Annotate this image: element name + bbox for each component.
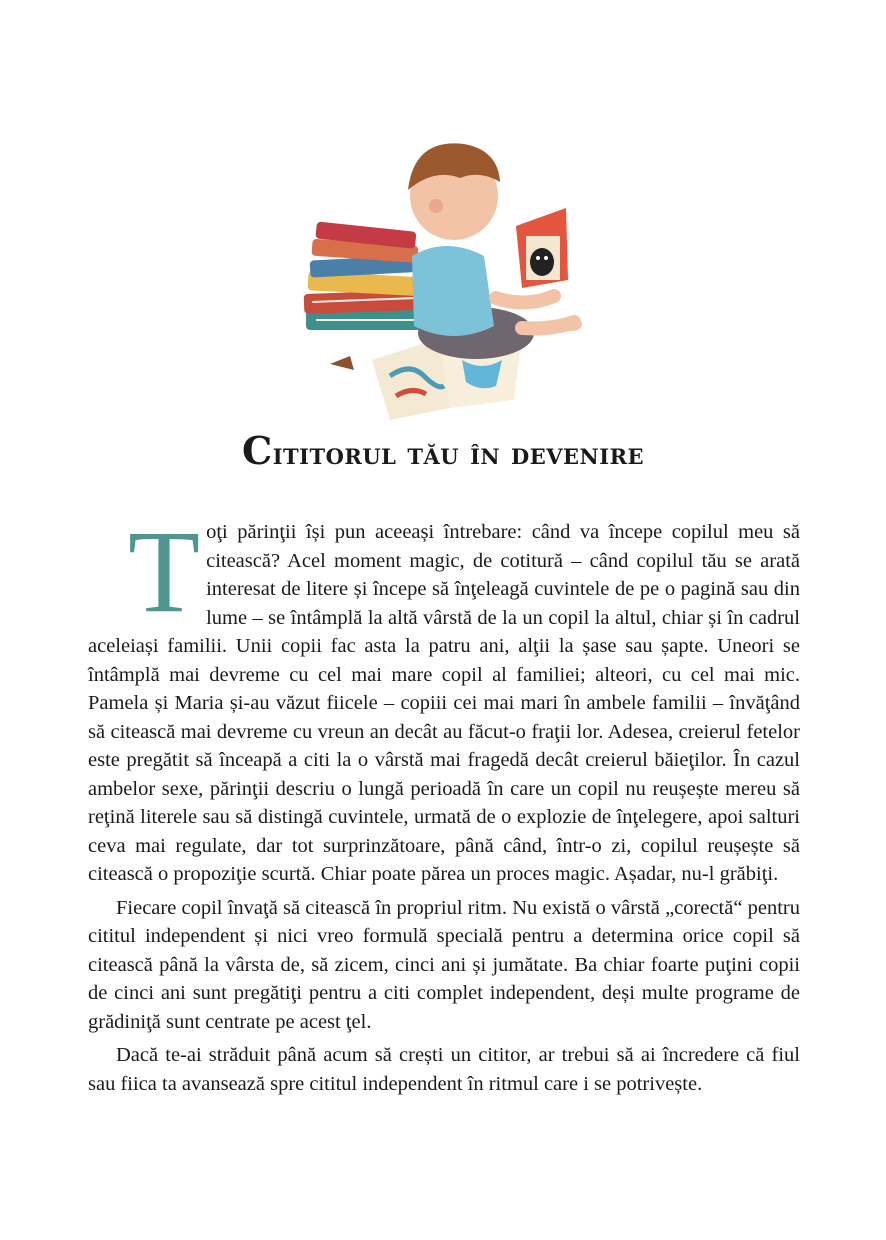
body-text xyxy=(88,506,800,1098)
paragraph-3: Dacă te-ai străduit până acum să crești un cititor, ar trebui să ai încredere că fiul sau fiica ta avansează spre cititul independent în ritmul care i se potrivește. xyxy=(88,1044,800,1095)
title-rest: ititorul tău în devenire xyxy=(272,437,645,472)
chapter-title xyxy=(0,428,886,473)
child-reading-icon xyxy=(290,138,610,428)
paragraph-1-text: oţi părinţii își pun aceeași întrebare: când va începe copilul meu să citească? Acel moment magic, de cotitură – când copilul tău se arată interesat de litere și începe să înţeleagă cuvintele de pe o pagină sau din lume – se întâmplă la altă vârstă de la un copil la altul, chiar și în cadrul aceleiași familii. Unii copii fac asta la patru ani, alţii la șase sau șapte. Uneori se întâmplă mai devreme cu cel mai mare copil al familiei; alteori, cu cel mai mic. Pamela și Maria și-au văzut fiicele – copiii cei mai mari în ambele familii – învăţând să citească mai devreme cu vreun an decât au făcut-o fraţii lor. Adesea, creierul fetelor este pregătit să înceapă a citi la o vârstă mai fragedă decât creierul băieţilor. În cazul ambelor sexe, părinţii descriu o lungă perioadă în care un copil nu reușește mereu să reţină literele sau să distingă cuvintele, urmată de o explozie de înţelegere, apoi salturi ceva mai regulate, dar tot surprinzătoare, până când, într-o zi, copilul reușește să citească o propoziţie scurtă. Chiar poate părea un proces magic. Așadar, nu-l grăbiţi. xyxy=(88,521,800,885)
book-stack-icon xyxy=(304,221,426,330)
paragraph-2: Fiecare copil învaţă să citească în propriul ritm. Nu există o vârstă „corectă“ pentru cititul independent și nici vreo formulă specială pentru a determina orice copil să citească până la vârsta de, să zicem, cinci ani și jumătate. Ba chiar foarte puţini copii de cinci ani sunt pregătiţi pentru a citi complet independent, deși multe programe de grădiniţă sunt centrate pe acest ţel. xyxy=(88,896,800,1033)
drop-cap: T xyxy=(128,506,201,637)
held-book-icon xyxy=(516,208,568,288)
paragraph-1 xyxy=(88,506,800,889)
title-first-letter: C xyxy=(241,428,273,473)
